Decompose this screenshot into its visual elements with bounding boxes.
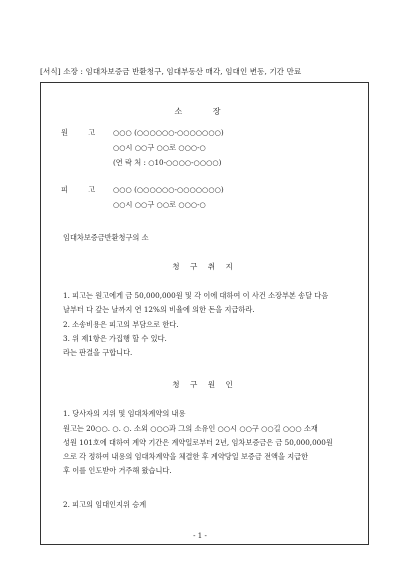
page-number: - 1 - (193, 532, 207, 540)
cause-heading: 청 구 원 인 (172, 380, 237, 389)
cause-line: 성원 101호에 대하여 계약 기간은 계약일로부터 2년, 임차보증금은 금 50,000,000원 (63, 438, 333, 447)
document-header: [서식] 소장 : 임대차보증금 반환청구, 임대부동산 매각, 임대인 변동, 기간 만료 (40, 67, 302, 76)
defendant-name: ○○○ (○○○○○○-○○○○○○○) (113, 185, 224, 194)
defendant-address: ○○시 ○○구 ○○로 ○○○-○ (113, 200, 206, 209)
plaintiff-contact: (연 락 처 : ○10-○○○○-○○○○) (113, 158, 222, 167)
plaintiff-address: ○○시 ○○구 ○○로 ○○○-○ (113, 143, 206, 152)
cause-line: 으로 각 정하여 내용의 임대차계약을 체결한 후 계약당일 보증금 전액을 지급한 (63, 452, 309, 461)
claim-line: 라는 판결을 구합니다. (63, 348, 133, 357)
claim-heading: 청 구 취 지 (172, 262, 237, 271)
claim-line: 날부터 다 갚는 날까지 연 12%의 비율에 의한 돈을 지급하라. (63, 305, 255, 314)
claim-line: 2. 소송비용은 피고의 부담으로 한다. (63, 320, 179, 329)
plaintiff-label: 원 고 (61, 128, 105, 137)
cause-line: 후 이를 인도받아 거주해 왔습니다. (63, 466, 172, 475)
plaintiff-name: ○○○ (○○○○○○-○○○○○○○) (113, 128, 224, 137)
document-frame (40, 82, 369, 545)
claim-line: 3. 위 제1항은 가집행 할 수 있다. (63, 334, 167, 343)
cause-line: 1. 당사자의 지위 및 임대차계약의 내용 (63, 409, 186, 418)
case-name: 임대차보증금반환청구의 소 (63, 233, 149, 242)
cause-line: 원고는 20○○. ○. ○. 소외 ○○○과 그의 소유인 ○○시 ○○구 ○○길 ○○○ 소재 (63, 424, 318, 433)
defendant-label: 피 고 (61, 185, 105, 194)
cause-item-2: 2. 피고의 임대인지위 승계 (63, 500, 147, 509)
document-title: 소 장 (174, 107, 235, 116)
claim-line: 1. 피고는 원고에게 금 50,000,000원 및 각 이에 대하여 이 사건 소장부본 송달 다음 (63, 291, 329, 300)
